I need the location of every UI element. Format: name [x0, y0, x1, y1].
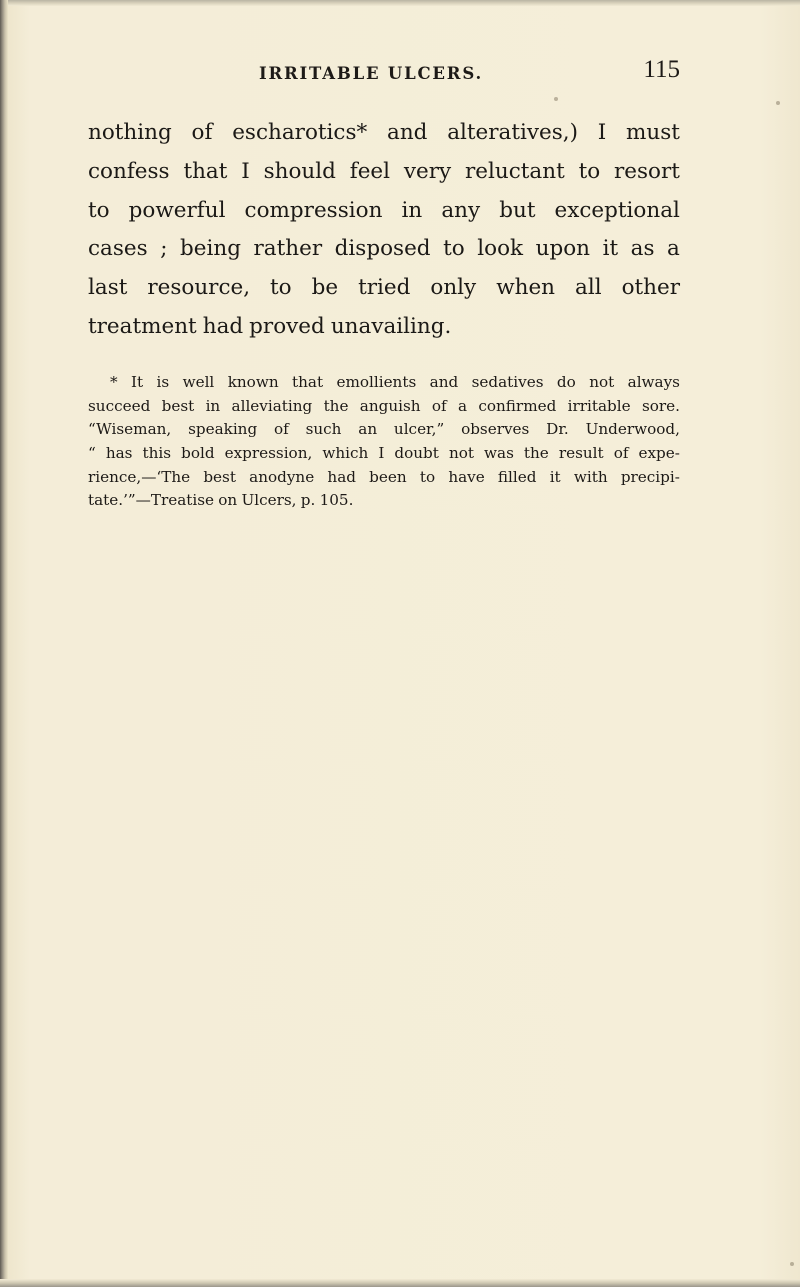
- word: “Wiseman,: [88, 420, 172, 439]
- word: on: [218, 491, 238, 510]
- footnote-line: [88, 371, 680, 395]
- word: this: [142, 444, 172, 463]
- word: a: [667, 236, 680, 262]
- page-gutter-shadow: [0, 0, 8, 1287]
- body-paragraph: [88, 114, 680, 347]
- word: feel: [349, 158, 391, 184]
- page-bottom-edge: [0, 1279, 800, 1287]
- word: compression: [244, 197, 383, 223]
- word: and: [387, 120, 428, 145]
- word: filled: [497, 467, 537, 486]
- word: cases: [88, 236, 148, 262]
- paper-speck: [776, 101, 780, 105]
- word: ;: [160, 236, 168, 262]
- word: was: [484, 444, 514, 463]
- body-line: [88, 114, 680, 153]
- word: alleviating: [231, 396, 313, 415]
- word: *: [110, 373, 118, 391]
- word: that: [292, 373, 324, 391]
- word: I: [378, 444, 385, 463]
- word: but: [499, 197, 536, 223]
- word: expression,: [224, 444, 313, 463]
- word: Underwood,: [585, 420, 680, 439]
- word: has: [105, 444, 133, 463]
- word: unavailing.: [330, 313, 452, 339]
- word: should: [263, 158, 336, 184]
- word: tried: [358, 275, 411, 301]
- word: is: [156, 373, 170, 391]
- word: being: [180, 236, 241, 262]
- word: proved: [249, 313, 325, 339]
- word: irritable: [567, 396, 631, 415]
- word: doubt: [394, 444, 439, 463]
- word: Ulcers,: [241, 491, 297, 510]
- word: anguish: [359, 396, 421, 415]
- page-number: 115: [643, 56, 680, 83]
- word: It: [131, 373, 144, 391]
- footnote-line: [88, 489, 680, 513]
- paper-speck: [554, 97, 558, 101]
- word: resort: [614, 158, 680, 184]
- body-line: [88, 153, 680, 192]
- word: observes: [461, 420, 530, 439]
- word: powerful: [128, 197, 226, 223]
- footnote: [88, 371, 680, 513]
- word: sore.: [641, 396, 680, 415]
- word: in: [205, 396, 221, 415]
- word: reluctant: [465, 158, 565, 184]
- running-head: [88, 58, 680, 88]
- word: had: [202, 313, 244, 339]
- word: it: [602, 236, 619, 262]
- word: resource,: [147, 275, 251, 301]
- word: rience,—‘The: [88, 467, 191, 486]
- word: not: [589, 373, 615, 391]
- word: to: [270, 275, 292, 301]
- word: with: [573, 467, 608, 486]
- word: and: [429, 373, 459, 391]
- word: alteratives,): [447, 120, 578, 145]
- word: tate.’”—Treatise: [88, 491, 215, 510]
- word: such: [305, 420, 342, 439]
- paper-speck: [790, 1262, 794, 1266]
- word: when: [496, 275, 556, 301]
- word: be: [311, 275, 339, 301]
- word: that: [183, 158, 228, 184]
- word: expe-: [638, 444, 680, 463]
- word: p.: [300, 491, 316, 510]
- word: had: [327, 467, 356, 486]
- footnote-line: [88, 466, 680, 490]
- word: look: [477, 236, 524, 262]
- word: escharotics*: [232, 120, 368, 145]
- word: to: [578, 158, 601, 184]
- word: must: [626, 120, 680, 145]
- word: nothing: [88, 120, 172, 145]
- word: known: [227, 373, 279, 391]
- word: to: [419, 467, 436, 486]
- word: speaking: [188, 420, 258, 439]
- body-line: [88, 308, 680, 347]
- word: do: [556, 373, 576, 391]
- word: I: [597, 120, 607, 145]
- word: rather: [253, 236, 323, 262]
- word: of: [191, 120, 213, 145]
- word: I: [241, 158, 250, 184]
- word: all: [575, 275, 602, 301]
- word: ulcer,”: [393, 420, 445, 439]
- word: which: [322, 444, 369, 463]
- word: other: [621, 275, 680, 301]
- footnote-line: [88, 442, 680, 466]
- word: have: [448, 467, 485, 486]
- word: best: [203, 467, 236, 486]
- word: a: [457, 396, 468, 415]
- word: upon: [535, 236, 591, 262]
- word: confirmed: [478, 396, 557, 415]
- word: well: [182, 373, 215, 391]
- word: of: [613, 444, 629, 463]
- word: of: [274, 420, 289, 439]
- word: precipi-: [620, 467, 680, 486]
- word: it: [549, 467, 561, 486]
- word: to: [443, 236, 465, 262]
- word: of: [431, 396, 447, 415]
- word: the: [523, 444, 549, 463]
- word: as: [630, 236, 655, 262]
- body-line: [88, 230, 680, 269]
- word: been: [369, 467, 407, 486]
- word: result: [558, 444, 604, 463]
- running-title: IRRITABLE ULCERS.: [259, 64, 483, 83]
- word: exceptional: [554, 197, 680, 223]
- word: an: [358, 420, 378, 439]
- footnote-line: [88, 418, 680, 442]
- word: sedatives: [471, 373, 544, 391]
- word: confess: [88, 158, 170, 184]
- word: any: [441, 197, 481, 223]
- word: Dr.: [546, 420, 569, 439]
- word: in: [401, 197, 423, 223]
- word: the: [323, 396, 349, 415]
- word: always: [627, 373, 680, 391]
- word: bold: [181, 444, 215, 463]
- word: anodyne: [249, 467, 315, 486]
- word: last: [88, 275, 128, 301]
- word: emollients: [336, 373, 417, 391]
- word: succeed: [88, 396, 151, 415]
- word: 105.: [319, 491, 354, 510]
- word: only: [430, 275, 477, 301]
- body-line: [88, 269, 680, 308]
- word: very: [403, 158, 452, 184]
- page-top-edge: [0, 0, 800, 6]
- word: disposed: [334, 236, 431, 262]
- body-line: [88, 192, 680, 231]
- word: best: [161, 396, 195, 415]
- footnote-line: [88, 395, 680, 419]
- word: treatment: [88, 313, 197, 339]
- word: to: [88, 197, 110, 223]
- word: “: [88, 444, 96, 463]
- word: not: [448, 444, 474, 463]
